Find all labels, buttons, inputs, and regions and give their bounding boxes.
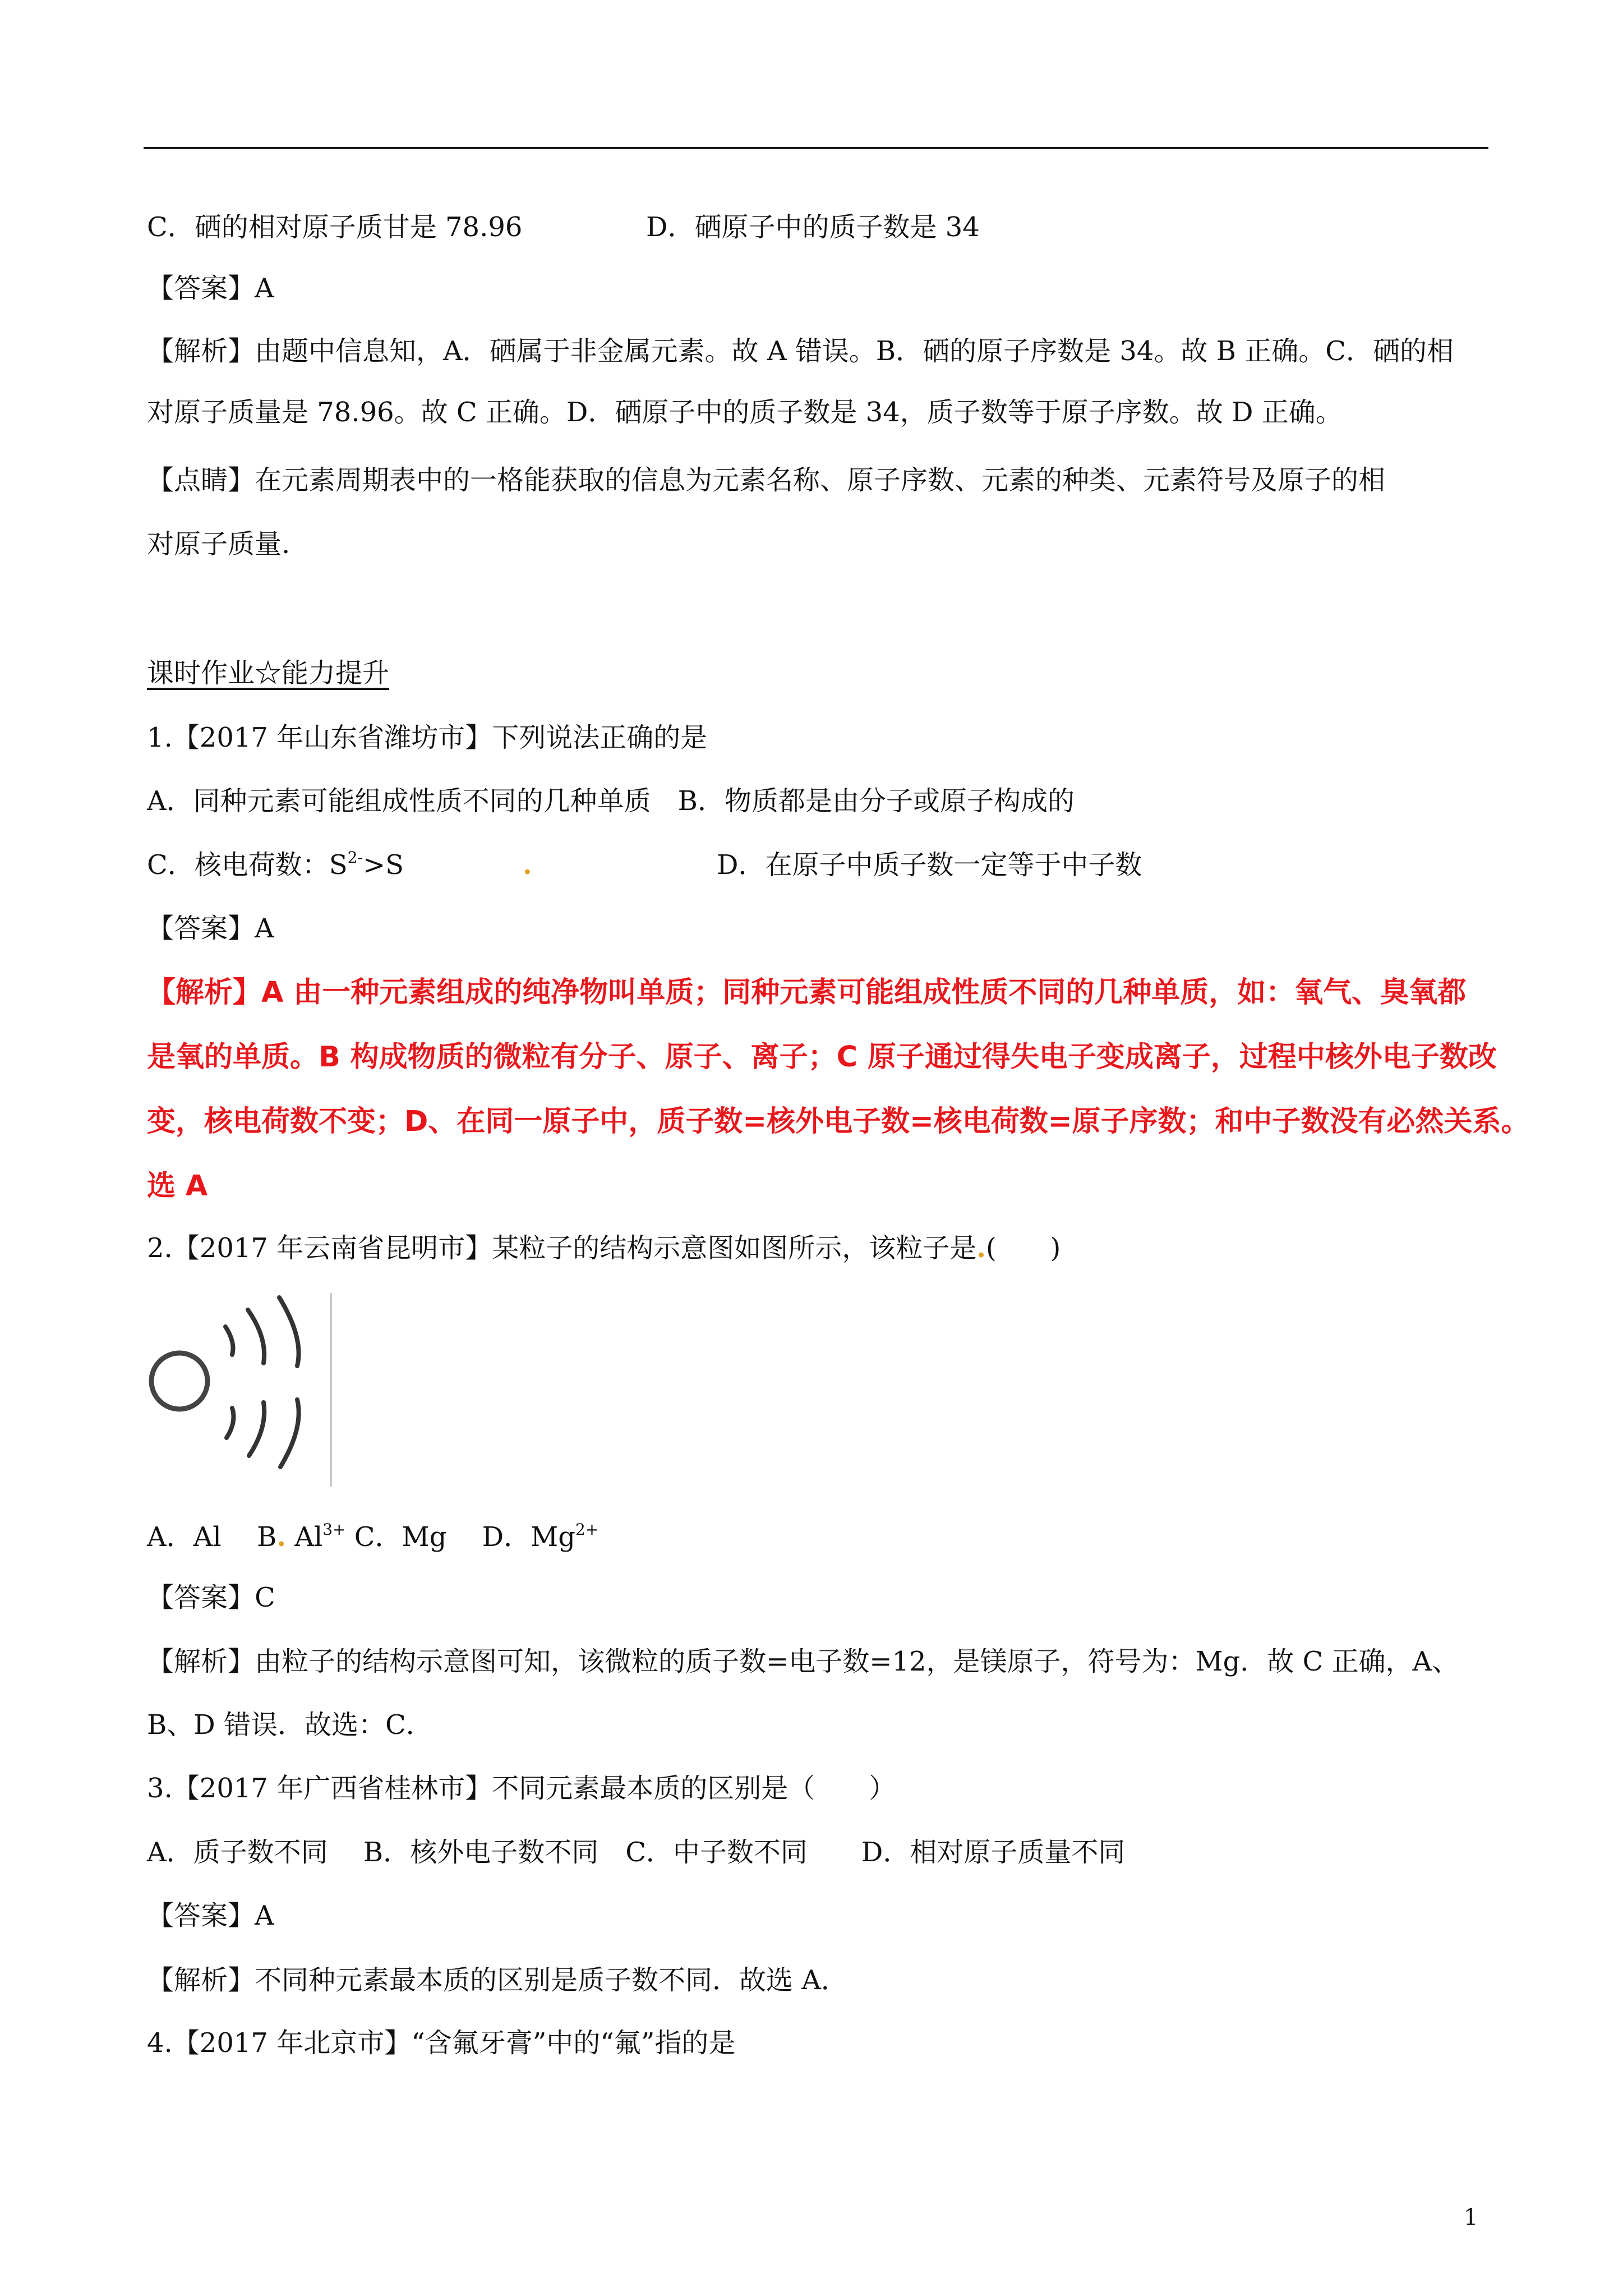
shell-1-arc-bottom [227, 1408, 233, 1438]
question-1: 1.【2017 年山东省潍坊市】下列说法正确的是 [147, 722, 708, 753]
section-heading: 课时作业☆能力提升 [147, 657, 390, 689]
option-c: C．硒的相对原子质甘是 78.96 [147, 211, 523, 243]
shell-2-arc-bottom [249, 1402, 264, 1456]
answer-line: 【答案】A [147, 273, 274, 304]
question-3-analysis: 【解析】不同种元素最本质的区别是质子数不同．故选 A． [147, 1964, 848, 1996]
shell-3-arc-top [279, 1297, 299, 1366]
question-1-analysis-line-1: 【解析】A 由一种元素组成的纯净物叫单质；同种元素可能组成性质不同的几种单质，如：氧气、臭氧都 [147, 976, 1467, 1009]
q1-mark-dot: . [523, 849, 532, 881]
question-1-answer: 【答案】A [147, 913, 274, 944]
question-1-analysis-line-4: 选 A [147, 1170, 208, 1203]
q1-option-c: C．核电荷数：$S^{2-}>S$ [147, 848, 404, 881]
analysis-line-2: 对原子质量是 78.96。故 C 正确。D．硒原子中的质子数是 34，质子数等于原子序数。故 D 正确。 [147, 397, 1343, 428]
question-3-options: A．质子数不同 B．核外电子数不同 C．中子数不同 D．相对原子质量不同 [147, 1837, 1126, 1868]
q2-mark-dot: . [976, 1232, 986, 1264]
option-c-d-line [147, 210, 980, 244]
analysis-line-1: 【解析】由题中信息知，A．硒属于非金属元素。故 A 错误。B．硒的原子序数是 34。故 B 正确。C．硒的相 [147, 335, 1454, 367]
q1-option-d: D．在原子中质子数一定等于中子数 [717, 849, 1142, 881]
question-3-answer: 【答案】A [147, 1900, 274, 1931]
question-1-options-cd [147, 848, 1142, 882]
question-3: 3.【2017 年广西省桂林市】不同元素最本质的区别是（ ） [147, 1773, 896, 1804]
question-2-answer: 【答案】C [147, 1582, 275, 1613]
shell-3-arc-bottom [280, 1400, 299, 1467]
atom-structure-diagram [147, 1293, 336, 1487]
question-2-analysis-line-1: 【解析】由粒子的结构示意图可知，该微粒的质子数=电子数=12，是镁原子，符号为：Mg．故 C 正确，A、 [147, 1646, 1459, 1677]
question-2-options: A．Al B. $Al^{3+}$ C．Mg D．$Mg^{2+}$ [147, 1520, 599, 1553]
q2-options-dot: . [276, 1521, 286, 1553]
shell-2-arc-top [248, 1310, 264, 1363]
question-4: 4.【2017 年北京市】“含氟牙膏”中的“氟”指的是 [147, 2027, 736, 2059]
question-1-options-ab: A．同种元素可能组成性质不同的几种单质 B．物质都是由分子或原子构成的 [147, 785, 1075, 817]
shell-1-arc-top [225, 1327, 233, 1355]
nucleus-circle [151, 1353, 208, 1409]
page-number: 1 [1464, 2205, 1478, 2230]
comment-line-2: 对原子质量. [147, 528, 291, 560]
header-rule [144, 147, 1488, 149]
question-1-analysis-line-3: 变，核电荷数不变；D、在同一原子中，质子数=核外电子数=核电荷数=原子序数；和中子数没有必然关系。 [147, 1105, 1530, 1138]
comment-line-1: 【点睛】在元素周期表中的一格能获取的信息为元素名称、原子序数、元素的种类、元素符号及原子的相 [147, 464, 1386, 496]
question-2-analysis-line-2: B、D 错误．故选：C． [147, 1709, 433, 1741]
question-2: 2.【2017 年云南省昆明市】某粒子的结构示意图如图所示，该粒子是.( ) [147, 1232, 1061, 1264]
question-1-analysis-line-2: 是氧的单质。B 构成物质的微粒有分子、原子、离子；C 原子通过得失电子变成离子，过程中核外电子数改 [147, 1041, 1497, 1074]
option-d: D．硒原子中的质子数是 34 [646, 211, 980, 243]
